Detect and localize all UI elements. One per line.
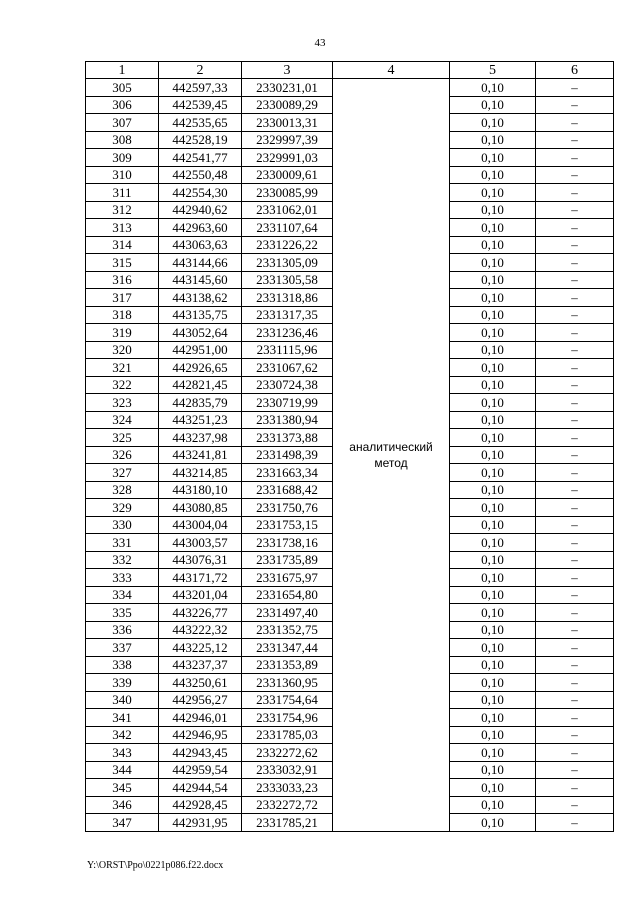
accuracy-cell: 0,10 (450, 586, 536, 604)
y-coordinate-cell: 2330231,01 (242, 79, 333, 97)
accuracy-cell: 0,10 (450, 446, 536, 464)
description-cell: – (536, 324, 614, 342)
file-path-footer: Y:\ORST\Ppo\0221p086.f22.docx (87, 860, 224, 871)
description-cell: – (536, 604, 614, 622)
point-number-cell: 308 (86, 131, 159, 149)
point-number-cell: 332 (86, 551, 159, 569)
y-coordinate-cell: 2331226,22 (242, 236, 333, 254)
x-coordinate-cell: 442931,95 (159, 814, 242, 832)
coordinates-table (85, 61, 614, 832)
y-coordinate-cell: 2331753,15 (242, 516, 333, 534)
description-cell: – (536, 254, 614, 272)
point-number-cell: 309 (86, 149, 159, 167)
x-coordinate-cell: 443135,75 (159, 306, 242, 324)
description-cell: – (536, 516, 614, 534)
column-header-6: 6 (536, 62, 614, 79)
y-coordinate-cell: 2331754,96 (242, 709, 333, 727)
x-coordinate-cell: 443076,31 (159, 551, 242, 569)
accuracy-cell: 0,10 (450, 674, 536, 692)
point-number-cell: 333 (86, 569, 159, 587)
description-cell: – (536, 639, 614, 657)
x-coordinate-cell: 443237,37 (159, 656, 242, 674)
y-coordinate-cell: 2331688,42 (242, 481, 333, 499)
x-coordinate-cell: 443201,04 (159, 586, 242, 604)
accuracy-cell: 0,10 (450, 376, 536, 394)
point-number-cell: 340 (86, 691, 159, 709)
x-coordinate-cell: 443222,32 (159, 621, 242, 639)
point-number-cell: 311 (86, 184, 159, 202)
y-coordinate-cell: 2329997,39 (242, 131, 333, 149)
column-header-2: 2 (159, 62, 242, 79)
y-coordinate-cell: 2331352,75 (242, 621, 333, 639)
x-coordinate-cell: 443003,57 (159, 534, 242, 552)
x-coordinate-cell: 442940,62 (159, 201, 242, 219)
y-coordinate-cell: 2331236,46 (242, 324, 333, 342)
description-cell: – (536, 79, 614, 97)
point-number-cell: 319 (86, 324, 159, 342)
description-cell: – (536, 656, 614, 674)
point-number-cell: 326 (86, 446, 159, 464)
y-coordinate-cell: 2331067,62 (242, 359, 333, 377)
x-coordinate-cell: 442944,54 (159, 779, 242, 797)
point-number-cell: 330 (86, 516, 159, 534)
point-number-cell: 331 (86, 534, 159, 552)
x-coordinate-cell: 443225,12 (159, 639, 242, 657)
x-coordinate-cell: 442926,65 (159, 359, 242, 377)
point-number-cell: 312 (86, 201, 159, 219)
accuracy-cell: 0,10 (450, 569, 536, 587)
header-row (86, 62, 614, 79)
x-coordinate-cell: 443226,77 (159, 604, 242, 622)
description-cell: – (536, 219, 614, 237)
y-coordinate-cell: 2331785,21 (242, 814, 333, 832)
y-coordinate-cell: 2331498,39 (242, 446, 333, 464)
x-coordinate-cell: 443251,23 (159, 411, 242, 429)
description-cell: – (536, 761, 614, 779)
x-coordinate-cell: 442539,45 (159, 96, 242, 114)
description-cell: – (536, 271, 614, 289)
x-coordinate-cell: 442528,19 (159, 131, 242, 149)
accuracy-cell: 0,10 (450, 306, 536, 324)
accuracy-cell: 0,10 (450, 691, 536, 709)
table-body (86, 79, 614, 832)
description-cell: – (536, 131, 614, 149)
y-coordinate-cell: 2331738,16 (242, 534, 333, 552)
y-coordinate-cell: 2331318,86 (242, 289, 333, 307)
point-number-cell: 342 (86, 726, 159, 744)
description-cell: – (536, 569, 614, 587)
point-number-cell: 327 (86, 464, 159, 482)
description-cell: – (536, 184, 614, 202)
y-coordinate-cell: 2331735,89 (242, 551, 333, 569)
description-cell: – (536, 814, 614, 832)
column-header-5: 5 (450, 62, 536, 79)
accuracy-cell: 0,10 (450, 166, 536, 184)
point-number-cell: 345 (86, 779, 159, 797)
accuracy-cell: 0,10 (450, 184, 536, 202)
x-coordinate-cell: 442597,33 (159, 79, 242, 97)
description-cell: – (536, 691, 614, 709)
x-coordinate-cell: 442835,79 (159, 394, 242, 412)
point-number-cell: 306 (86, 96, 159, 114)
accuracy-cell: 0,10 (450, 551, 536, 569)
description-cell: – (536, 306, 614, 324)
point-number-cell: 334 (86, 586, 159, 604)
description-cell: – (536, 446, 614, 464)
point-number-cell: 313 (86, 219, 159, 237)
y-coordinate-cell: 2331380,94 (242, 411, 333, 429)
accuracy-cell: 0,10 (450, 744, 536, 762)
x-coordinate-cell: 443250,61 (159, 674, 242, 692)
point-number-cell: 315 (86, 254, 159, 272)
accuracy-cell: 0,10 (450, 429, 536, 447)
x-coordinate-cell: 443171,72 (159, 569, 242, 587)
point-number-cell: 307 (86, 114, 159, 132)
description-cell: – (536, 201, 614, 219)
y-coordinate-cell: 2330009,61 (242, 166, 333, 184)
point-number-cell: 347 (86, 814, 159, 832)
y-coordinate-cell: 2332272,62 (242, 744, 333, 762)
column-header-3: 3 (242, 62, 333, 79)
point-number-cell: 343 (86, 744, 159, 762)
description-cell: – (536, 674, 614, 692)
y-coordinate-cell: 2330724,38 (242, 376, 333, 394)
x-coordinate-cell: 442943,45 (159, 744, 242, 762)
description-cell: – (536, 709, 614, 727)
point-number-cell: 322 (86, 376, 159, 394)
accuracy-cell: 0,10 (450, 219, 536, 237)
x-coordinate-cell: 443063,63 (159, 236, 242, 254)
x-coordinate-cell: 442928,45 (159, 796, 242, 814)
accuracy-cell: 0,10 (450, 201, 536, 219)
x-coordinate-cell: 442550,48 (159, 166, 242, 184)
accuracy-cell: 0,10 (450, 131, 536, 149)
point-number-cell: 325 (86, 429, 159, 447)
y-coordinate-cell: 2333033,23 (242, 779, 333, 797)
description-cell: – (536, 481, 614, 499)
description-cell: – (536, 411, 614, 429)
table-row (86, 79, 614, 97)
point-number-cell: 344 (86, 761, 159, 779)
accuracy-cell: 0,10 (450, 79, 536, 97)
x-coordinate-cell: 442946,95 (159, 726, 242, 744)
accuracy-cell: 0,10 (450, 411, 536, 429)
y-coordinate-cell: 2331785,03 (242, 726, 333, 744)
point-number-cell: 317 (86, 289, 159, 307)
point-number-cell: 321 (86, 359, 159, 377)
y-coordinate-cell: 2331360,95 (242, 674, 333, 692)
point-number-cell: 329 (86, 499, 159, 517)
point-number-cell: 316 (86, 271, 159, 289)
y-coordinate-cell: 2329991,03 (242, 149, 333, 167)
point-number-cell: 323 (86, 394, 159, 412)
point-number-cell: 338 (86, 656, 159, 674)
y-coordinate-cell: 2331305,09 (242, 254, 333, 272)
point-number-cell: 339 (86, 674, 159, 692)
x-coordinate-cell: 443237,98 (159, 429, 242, 447)
x-coordinate-cell: 443004,04 (159, 516, 242, 534)
accuracy-cell: 0,10 (450, 516, 536, 534)
x-coordinate-cell: 443144,66 (159, 254, 242, 272)
accuracy-cell: 0,10 (450, 271, 536, 289)
accuracy-cell: 0,10 (450, 814, 536, 832)
point-number-cell: 337 (86, 639, 159, 657)
accuracy-cell: 0,10 (450, 394, 536, 412)
accuracy-cell: 0,10 (450, 341, 536, 359)
description-cell: – (536, 394, 614, 412)
y-coordinate-cell: 2331347,44 (242, 639, 333, 657)
x-coordinate-cell: 442554,30 (159, 184, 242, 202)
y-coordinate-cell: 2331317,35 (242, 306, 333, 324)
y-coordinate-cell: 2330013,31 (242, 114, 333, 132)
point-number-cell: 324 (86, 411, 159, 429)
y-coordinate-cell: 2331654,80 (242, 586, 333, 604)
point-number-cell: 335 (86, 604, 159, 622)
accuracy-cell: 0,10 (450, 639, 536, 657)
description-cell: – (536, 726, 614, 744)
x-coordinate-cell: 443214,85 (159, 464, 242, 482)
y-coordinate-cell: 2331663,34 (242, 464, 333, 482)
accuracy-cell: 0,10 (450, 289, 536, 307)
point-number-cell: 336 (86, 621, 159, 639)
y-coordinate-cell: 2331373,88 (242, 429, 333, 447)
accuracy-cell: 0,10 (450, 796, 536, 814)
x-coordinate-cell: 443145,60 (159, 271, 242, 289)
accuracy-cell: 0,10 (450, 499, 536, 517)
y-coordinate-cell: 2331115,96 (242, 341, 333, 359)
description-cell: – (536, 796, 614, 814)
accuracy-cell: 0,10 (450, 464, 536, 482)
y-coordinate-cell: 2331754,64 (242, 691, 333, 709)
description-cell: – (536, 114, 614, 132)
point-number-cell: 346 (86, 796, 159, 814)
description-cell: – (536, 289, 614, 307)
x-coordinate-cell: 442541,77 (159, 149, 242, 167)
description-cell: – (536, 359, 614, 377)
point-number-cell: 328 (86, 481, 159, 499)
y-coordinate-cell: 2331062,01 (242, 201, 333, 219)
accuracy-cell: 0,10 (450, 114, 536, 132)
accuracy-cell: 0,10 (450, 726, 536, 744)
accuracy-cell: 0,10 (450, 96, 536, 114)
description-cell: – (536, 341, 614, 359)
column-header-1: 1 (86, 62, 159, 79)
accuracy-cell: 0,10 (450, 254, 536, 272)
x-coordinate-cell: 443052,64 (159, 324, 242, 342)
description-cell: – (536, 534, 614, 552)
y-coordinate-cell: 2331353,89 (242, 656, 333, 674)
page-number: 43 (314, 37, 326, 49)
x-coordinate-cell: 443080,85 (159, 499, 242, 517)
y-coordinate-cell: 2331107,64 (242, 219, 333, 237)
description-cell: – (536, 376, 614, 394)
y-coordinate-cell: 2331305,58 (242, 271, 333, 289)
accuracy-cell: 0,10 (450, 481, 536, 499)
accuracy-cell: 0,10 (450, 604, 536, 622)
y-coordinate-cell: 2331675,97 (242, 569, 333, 587)
accuracy-cell: 0,10 (450, 324, 536, 342)
accuracy-cell: 0,10 (450, 534, 536, 552)
y-coordinate-cell: 2331750,76 (242, 499, 333, 517)
x-coordinate-cell: 443241,81 (159, 446, 242, 464)
description-cell: – (536, 149, 614, 167)
x-coordinate-cell: 442535,65 (159, 114, 242, 132)
y-coordinate-cell: 2330719,99 (242, 394, 333, 412)
accuracy-cell: 0,10 (450, 236, 536, 254)
point-number-cell: 314 (86, 236, 159, 254)
y-coordinate-cell: 2332272,72 (242, 796, 333, 814)
y-coordinate-cell: 2330085,99 (242, 184, 333, 202)
accuracy-cell: 0,10 (450, 621, 536, 639)
accuracy-cell: 0,10 (450, 779, 536, 797)
description-cell: – (536, 621, 614, 639)
y-coordinate-cell: 2331497,40 (242, 604, 333, 622)
point-number-cell: 320 (86, 341, 159, 359)
description-cell: – (536, 586, 614, 604)
point-number-cell: 310 (86, 166, 159, 184)
description-cell: – (536, 236, 614, 254)
method-cell: аналитический метод (333, 79, 450, 832)
description-cell: – (536, 779, 614, 797)
y-coordinate-cell: 2330089,29 (242, 96, 333, 114)
point-number-cell: 318 (86, 306, 159, 324)
x-coordinate-cell: 442956,27 (159, 691, 242, 709)
description-cell: – (536, 166, 614, 184)
accuracy-cell: 0,10 (450, 709, 536, 727)
description-cell: – (536, 464, 614, 482)
x-coordinate-cell: 442963,60 (159, 219, 242, 237)
description-cell: – (536, 551, 614, 569)
description-cell: – (536, 499, 614, 517)
accuracy-cell: 0,10 (450, 359, 536, 377)
x-coordinate-cell: 442959,54 (159, 761, 242, 779)
y-coordinate-cell: 2333032,91 (242, 761, 333, 779)
description-cell: – (536, 429, 614, 447)
x-coordinate-cell: 442821,45 (159, 376, 242, 394)
accuracy-cell: 0,10 (450, 761, 536, 779)
accuracy-cell: 0,10 (450, 149, 536, 167)
accuracy-cell: 0,10 (450, 656, 536, 674)
x-coordinate-cell: 442946,01 (159, 709, 242, 727)
x-coordinate-cell: 443180,10 (159, 481, 242, 499)
table-header (86, 62, 614, 79)
description-cell: – (536, 744, 614, 762)
point-number-cell: 341 (86, 709, 159, 727)
description-cell: – (536, 96, 614, 114)
column-header-4: 4 (333, 62, 450, 79)
x-coordinate-cell: 442951,00 (159, 341, 242, 359)
point-number-cell: 305 (86, 79, 159, 97)
x-coordinate-cell: 443138,62 (159, 289, 242, 307)
